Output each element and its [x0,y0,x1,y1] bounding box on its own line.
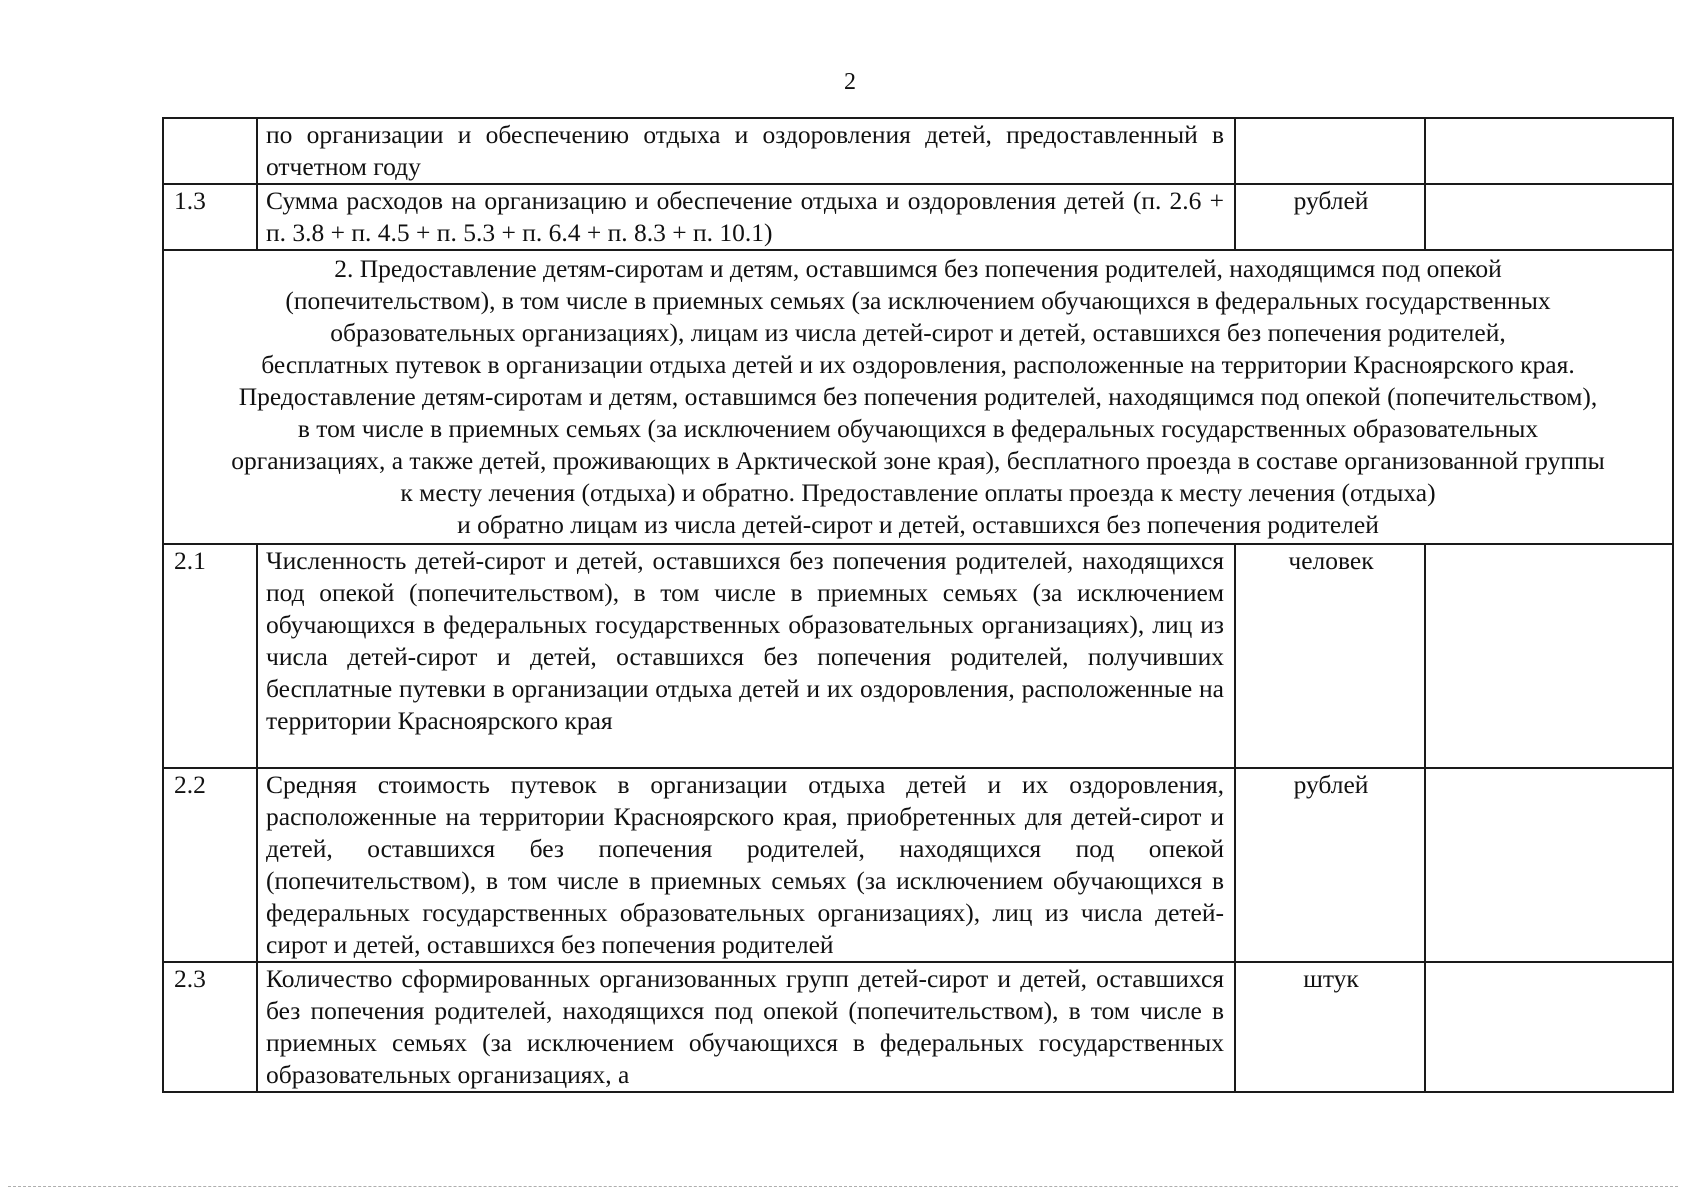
row-number [163,118,257,184]
section-heading-line: (попечительством), в том числе в приемных семьях (за исключением обучающихся в федеральных государственных [285,286,1551,315]
row-unit [1235,118,1425,184]
row-number: 1.3 [163,184,257,250]
row-description: Количество сформированных организованных групп детей-сирот и детей, оставшихся без попечения родителей, находящихся под опекой (попечительством), в том числе в приемных семьях (за исключением обучающихся в федеральных государственных образовательных организациях, а [257,962,1235,1092]
row-number: 2.3 [163,962,257,1092]
section-heading-line: Предоставление детям-сиротам и детям, оставшимся без попечения родителей, находящимся под опекой (попечительством), [238,382,1598,411]
row-unit: рублей [1235,184,1425,250]
section-heading [163,250,1673,544]
section-heading-line: организациях, а также детей, проживающих в Арктической зоне края), бесплатного проезда в составе организованной группы [231,446,1605,475]
indicators-table [162,117,1674,1093]
row-unit: рублей [1235,768,1425,962]
section-heading-line: к месту лечения (отдыха) и обратно. Предоставление оплаты проезда к месту лечения (отдыха) [400,478,1436,507]
section-heading-line: и обратно лицам из числа детей-сирот и детей, оставшихся без попечения родителей [457,510,1379,539]
section-header-row [163,250,1673,544]
row-value-cell [1425,544,1673,768]
page-number: 2 [844,69,856,95]
row-unit: человек [1235,544,1425,768]
table-row [163,184,1673,250]
row-value-cell [1425,768,1673,962]
section-heading-line: в том числе в приемных семьях (за исключением обучающихся в федеральных государственных образовательных [297,414,1539,443]
row-description: по организации и обеспечению отдыха и оздоровления детей, предоставленный в отчетном году [257,118,1235,184]
row-description: Сумма расходов на организацию и обеспечение отдыха и оздоровления детей (п. 2.6 + п. 3.8 + п. 4.5 + п. 5.3 + п. 6.4 + п. 8.3 + п. 10.1) [257,184,1235,250]
row-unit: штук [1235,962,1425,1092]
page-bottom-rule [8,1186,1678,1187]
table-row [163,118,1673,184]
row-description: Численность детей-сирот и детей, оставшихся без попечения родителей, находящихся под опекой (попечительством), в том числе в приемных семьях (за исключением обучающихся в федеральных государственных образовательных организациях), лиц из числа детей-сирот и детей, оставшихся без попечения родителей, получивших бесплатные путевки в организации отдыха детей и их оздоровления, расположенные на территории Красноярского края [257,544,1235,768]
row-value-cell [1425,118,1673,184]
row-value-cell [1425,184,1673,250]
row-description: Средняя стоимость путевок в организации отдыха детей и их оздоровления, расположенные на территории Красноярского края, приобретенных для детей-сирот и детей, оставшихся без попечения родителей, находящихся под опекой (попечительством), в том числе в приемных семьях (за исключением обучающихся в федеральных государственных образовательных организациях), лиц из числа детей-сирот и детей, оставшихся без попечения родителей [257,768,1235,962]
row-number: 2.1 [163,544,257,768]
row-number: 2.2 [163,768,257,962]
section-heading-line: 2. Предоставление детям-сиротам и детям, оставшимся без попечения родителей, находящимся под опекой [334,254,1502,283]
row-value-cell [1425,962,1673,1092]
table-row [163,544,1673,768]
section-heading-line: бесплатных путевок в организации отдыха детей и их оздоровления, расположенные на территории Красноярского края. [261,350,1575,379]
section-heading-line: образовательных организациях), лицам из числа детей-сирот и детей, оставшихся без попечения родителей, [330,318,1506,347]
table-row [163,768,1673,962]
table-row [163,962,1673,1092]
